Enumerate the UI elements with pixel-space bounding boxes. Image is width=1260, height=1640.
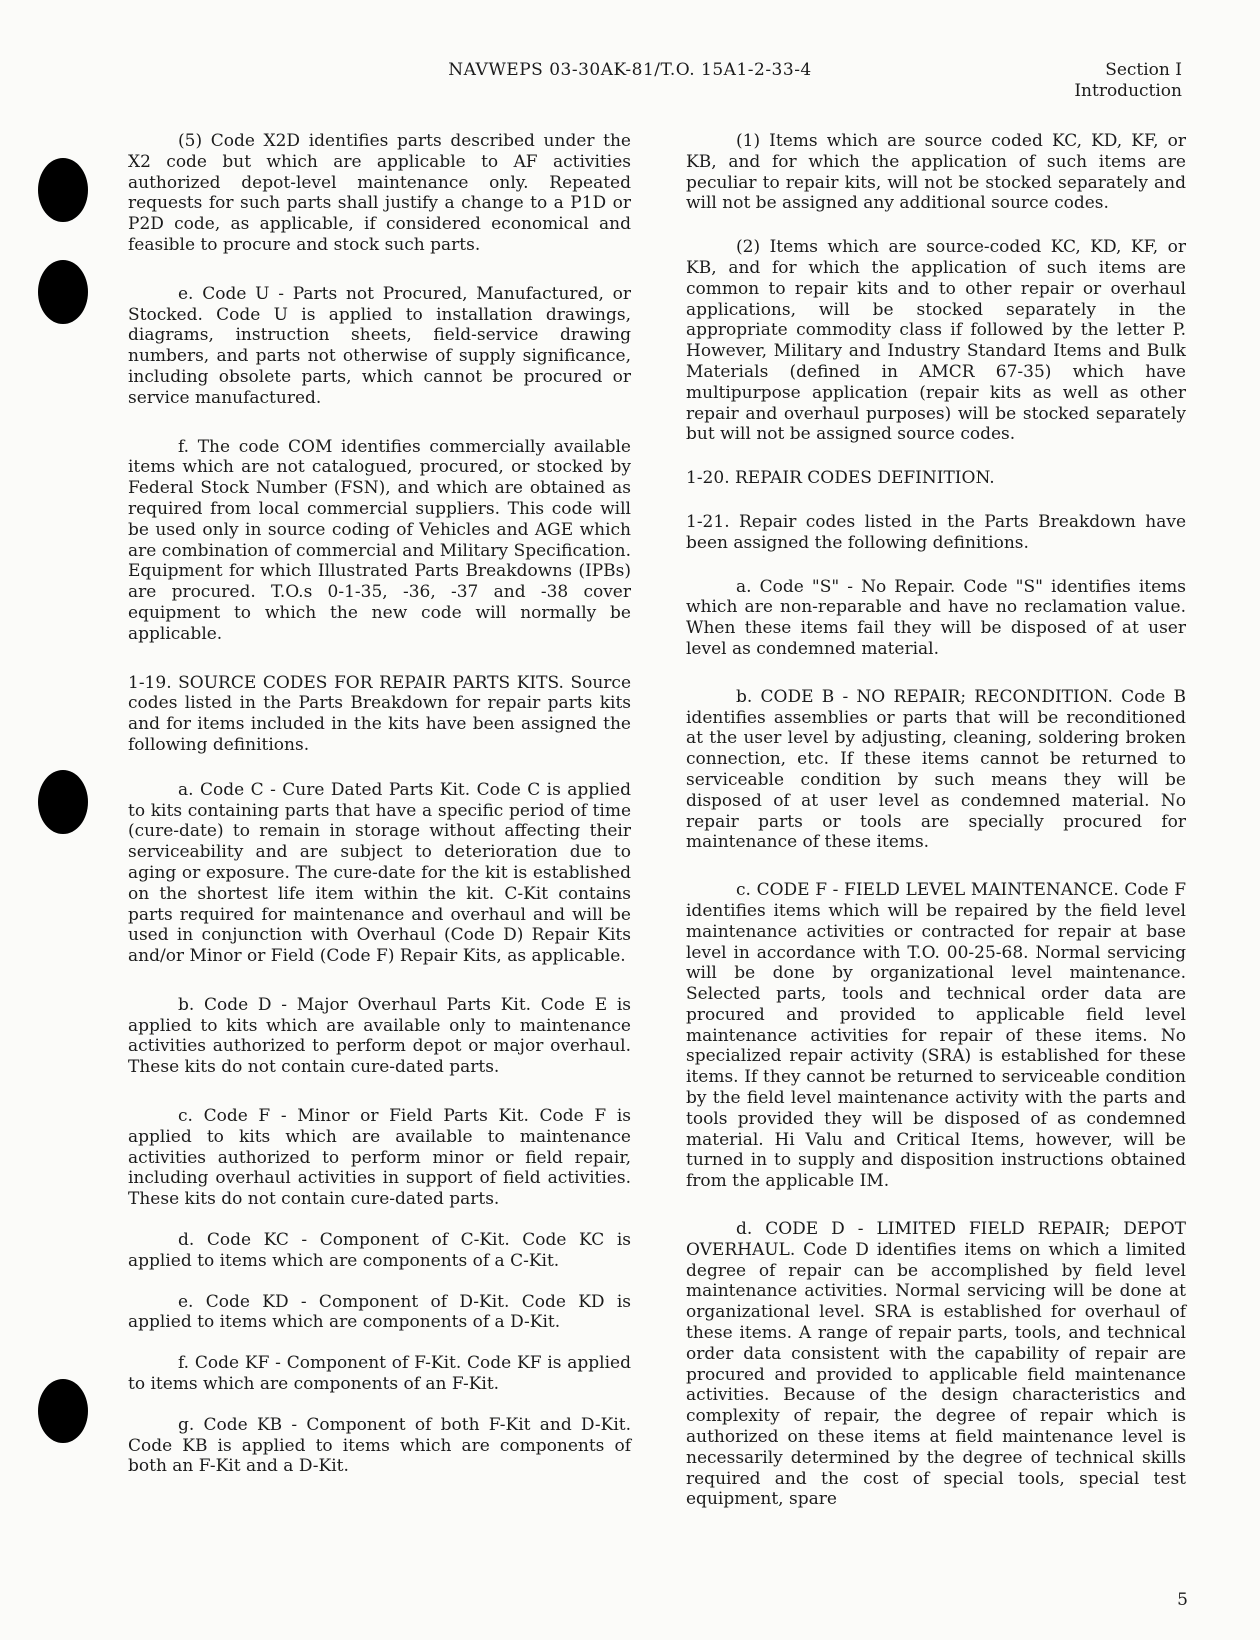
paragraph-code-kc: d. Code KC - Component of C-Kit. Code KC is applied to items which are components of a C-Kit. bbox=[128, 1230, 631, 1271]
paragraph-repair-code-d: d. CODE D - LIMITED FIELD REPAIR; DEPOT OVERHAUL. Code D identifies items on which a limited degree of repair can be accomplished by field level maintenance activities. Normal servicing will be done at organizational level. SRA is established for overhaul of these items. A range of repair parts, tools, and technical order data consistent with the capability of repair are procured and provided to applicable field maintenance activities. Because of the design characteristics and complexity of repair, the degree of repair which is authorized on these items at field maintenance level is necessarily determined by the degree of technical skills required and the cost of special tools, special test equipment, spare bbox=[686, 1219, 1186, 1510]
paragraph-code-d: b. Code D - Major Overhaul Parts Kit. Code E is applied to kits which are available only to maintenance activities authorized to perform depot or major overhaul. These kits do not contain cure-dated parts. bbox=[128, 994, 631, 1078]
section-header bbox=[1074, 60, 1182, 102]
binder-hole bbox=[38, 260, 88, 324]
paragraph-code-com: f. The code COM identifies commercially available items which are not catalogued, procured, or stocked by Federal Stock Number (FSN), and which are obtained as required from local commercial suppliers. This code will be used only in source coding of Vehicles and AGE which are combination of commercial and Military Specification. Equipment for which Illustrated Parts Breakdowns (IPBs) are procured. T.O.s 0-1-35, -36, -37 and -38 cover equipment to which the new code will normally be applicable. bbox=[128, 436, 631, 644]
binder-hole bbox=[38, 770, 88, 834]
binder-hole bbox=[38, 158, 88, 222]
paragraph-code-f: c. Code F - Minor or Field Parts Kit. Code F is applied to kits which are available to maintenance activities authorized to perform minor or field repair, including overhaul activities in support of field activities. These kits do not contain cure-dated parts. bbox=[128, 1106, 631, 1210]
paragraph-1-19: 1-19. SOURCE CODES FOR REPAIR PARTS KITS. Source codes listed in the Parts Breakdown for repair parts kits and for items included in the kits have been assigned the following definitions. bbox=[128, 672, 631, 755]
paragraph-code-b: b. CODE B - NO REPAIR; RECONDITION. Code B identifies assemblies or parts that will be reconditioned at the user level by adjusting, cleaning, soldering broken connection, etc. If these items cannot be returned to serviceable condition by such means they will be disposed of at user level as condemned material. No repair parts or tools are specially procured for maintenance of these items. bbox=[686, 686, 1186, 853]
paragraph-1-21: 1-21. Repair codes listed in the Parts Breakdown have been assigned the following definitions. bbox=[686, 511, 1186, 553]
paragraph-item-2: (2) Items which are source-coded KC, KD, KF, or KB, and for which the application of such items are common to repair kits and to other repair or overhaul applications, will be stocked separately in the appropriate commodity class if followed by the letter P. However, Military and Industry Standard Items and Bulk Materials (defined in AMCR 67-35) which have multipurpose application (repair kits as well as other repair and overhaul purposes) will be stocked separately but will not be assigned source codes. bbox=[686, 237, 1186, 445]
paragraph-code-s: a. Code "S" - No Repair. Code "S" identifies items which are non-reparable and have no reclamation value. When these items fail they will be disposed of at user level as condemned material. bbox=[686, 576, 1186, 659]
paragraph-code-kb: g. Code KB - Component of both F-Kit and D-Kit. Code KB is applied to items which are components of both an F-Kit and a D-Kit. bbox=[128, 1414, 631, 1477]
right-column bbox=[686, 131, 1186, 1510]
document-number: NAVWEPS 03-30AK-81/T.O. 15A1-2-33-4 bbox=[448, 60, 812, 80]
paragraph-code-kd: e. Code KD - Component of D-Kit. Code KD is applied to items which are components of a D-Kit. bbox=[128, 1291, 631, 1333]
section-title: Introduction bbox=[1074, 81, 1182, 101]
paragraph-item-1: (1) Items which are source coded KC, KD, KF, or KB, and for which the application of such items are peculiar to repair kits, will not be stocked separately and will not be assigned any additional source codes. bbox=[686, 131, 1186, 214]
paragraph-code-c: a. Code C - Cure Dated Parts Kit. Code C is applied to kits containing parts that have a specific period of time (cure-date) to remain in storage without affecting their serviceability and are subject to deterioration due to aging or exposure. The cure-date for the kit is established on the shortest life item within the kit. C-Kit contains parts required for maintenance and overhaul and will be used in conjunction with Overhaul (Code D) Repair Kits and/or Minor or Field (Code F) Repair Kits, as applicable. bbox=[128, 779, 631, 967]
left-column bbox=[128, 131, 631, 1477]
paragraph-repair-code-f: c. CODE F - FIELD LEVEL MAINTENANCE. Code F identifies items which will be repaired by the field level maintenance activities or contracted for repair at base level in accordance with T.O. 00-25-68. Normal servicing will be done by organizational level maintenance. Selected parts, tools and technical order data are procured and provided to applicable field level maintenance activities for repair of these items. No specialized repair activity (SRA) is established for these items. If they cannot be returned to serviceable condition by the field level maintenance activity with the parts and tools provided they will be disposed of as condemned material. Hi Valu and Critical Items, however, will be turned in to supply and disposition instructions obtained from the applicable IM. bbox=[686, 880, 1186, 1192]
paragraph-code-u: e. Code U - Parts not Procured, Manufactured, or Stocked. Code U is applied to installation drawings, diagrams, instruction sheets, field-service drawing numbers, and parts not otherwise of supply significance, including obsolete parts, which cannot be procured or service manufactured. bbox=[128, 283, 631, 408]
section-number: Section I bbox=[1105, 60, 1182, 80]
binder-hole bbox=[38, 1379, 88, 1443]
page-number: 5 bbox=[1177, 1590, 1188, 1610]
paragraph-code-kf: f. Code KF - Component of F-Kit. Code KF is applied to items which are components of an F-Kit. bbox=[128, 1353, 631, 1395]
paragraph-code-x2d: (5) Code X2D identifies parts described under the X2 code but which are applicable to AF activities authorized depot-level maintenance only. Repeated requests for such parts shall justify a change to a P1D or P2D code, as applicable, if considered economical and feasible to procure and stock such parts. bbox=[128, 131, 631, 255]
heading-1-20: 1-20. REPAIR CODES DEFINITION. bbox=[686, 468, 995, 489]
